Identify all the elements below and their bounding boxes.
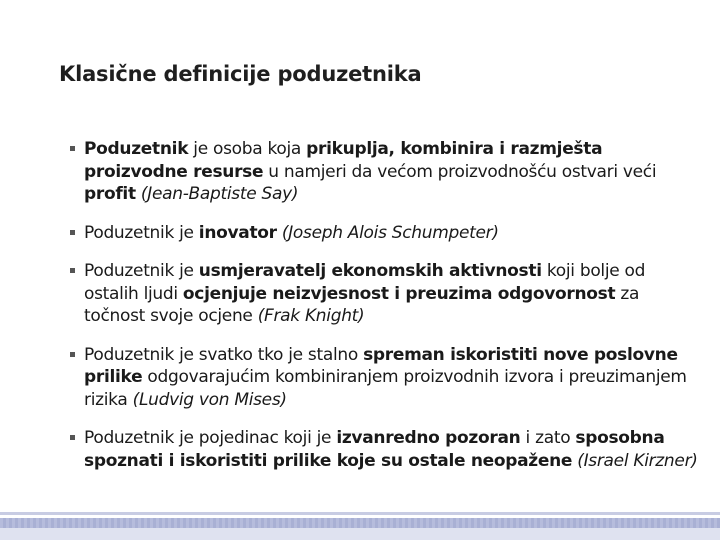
author-citation: (Joseph Alois Schumpeter) xyxy=(281,222,499,243)
bullet-item xyxy=(70,138,700,206)
footer-stripe xyxy=(0,512,720,515)
bold-text: inovator xyxy=(198,222,277,243)
text-run: u namjeri da većom proizvodnošću ostvari veći xyxy=(263,161,657,182)
bold-text: Poduzetnik xyxy=(84,139,189,159)
footer-decoration xyxy=(0,512,720,540)
bullet-item xyxy=(70,222,700,245)
bullet-item xyxy=(70,344,700,412)
text-run: koji bolje od ostalih ljudi xyxy=(84,261,646,304)
author-citation: (Frak Knight) xyxy=(257,306,365,326)
text-run: je osoba koja xyxy=(188,139,307,159)
bold-text: prikuplja, kombinira i razmješta proizvodne resurse xyxy=(84,139,603,182)
bold-text: ocjenjuje neizvjesnost i preuzima odgovornost xyxy=(182,283,616,304)
slide-title: Klasične definicije poduzetnika xyxy=(59,62,422,86)
author-citation: (Israel Kirzner) xyxy=(577,450,698,471)
text-run: Poduzetnik je xyxy=(84,222,199,243)
bullet-item xyxy=(70,260,700,328)
footer-stripe xyxy=(0,528,720,540)
bold-text: profit xyxy=(84,184,136,204)
bullet-item xyxy=(70,427,700,472)
text-run: i zato xyxy=(520,428,576,448)
bold-text: usmjeravatelj ekonomskih aktivnosti xyxy=(198,261,542,281)
bold-text: sposobna spoznati i iskoristiti prilike koje su ostale neopažene xyxy=(84,428,665,471)
bold-text: spreman iskoristiti nove poslovne prilike xyxy=(84,344,678,387)
author-citation: (Jean-Baptiste Say) xyxy=(140,184,299,204)
text-run: Poduzetnik je xyxy=(84,261,199,281)
text-run: Poduzetnik je pojedinac koji je xyxy=(84,428,337,448)
bold-text: izvanredno pozoran xyxy=(336,428,521,448)
text-run: za točnost svoje ocjene xyxy=(84,283,640,326)
bullet-list xyxy=(70,138,700,488)
author-citation: (Ludvig von Mises) xyxy=(132,389,287,410)
footer-stripe xyxy=(0,518,720,528)
text-run: odgovarajućim kombiniranjem proizvodnih izvora i preuzimanjem rizika xyxy=(84,367,687,410)
text-run: Poduzetnik je svatko tko je stalno xyxy=(84,344,364,365)
